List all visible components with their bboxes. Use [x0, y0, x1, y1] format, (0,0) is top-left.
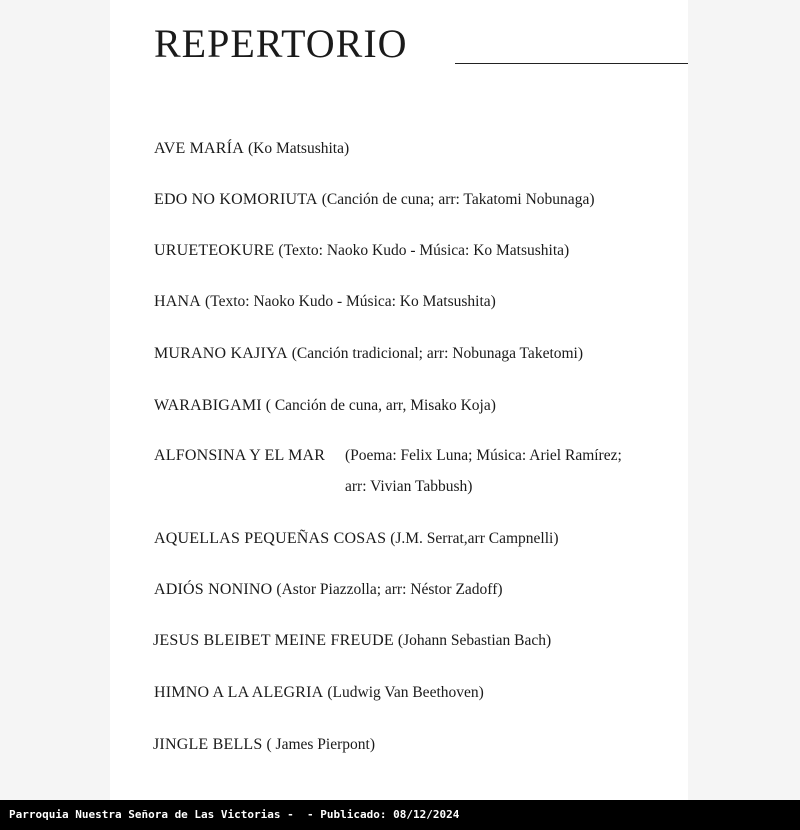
repertoire-item — [154, 292, 496, 312]
piece-title: AQUELLAS PEQUEÑAS COSAS — [154, 530, 387, 547]
repertoire-item — [154, 446, 622, 508]
piece-credit: (Texto: Naoko Kudo - Música: Ko Matsushita) — [205, 293, 496, 310]
piece-credit: (Canción de cuna; arr: Takatomi Nobunaga) — [321, 191, 595, 208]
document-page — [110, 0, 688, 800]
piece-title: MURANO KAJIYA — [154, 345, 288, 362]
repertoire-item — [153, 631, 551, 651]
piece-credit: ( James Pierpont) — [266, 736, 375, 753]
piece-credit: (Ko Matsushita) — [247, 140, 350, 157]
piece-credit-line: arr: Vivian Tabbush) — [345, 478, 473, 495]
footer-bar: Parroquia Nuestra Señora de Las Victorias - - Publicado: 08/12/2024 — [0, 800, 800, 830]
piece-title: ADIÓS NONINO — [154, 581, 273, 598]
title-underline — [455, 63, 688, 64]
repertoire-item — [154, 683, 484, 703]
repertoire-item — [153, 735, 375, 755]
repertoire-item — [154, 396, 496, 416]
piece-credit: (J.M. Serrat,arr Campnelli) — [390, 530, 559, 547]
repertoire-item — [154, 190, 594, 210]
piece-title: JINGLE BELLS — [153, 736, 263, 753]
page-title: REPERTORIO — [154, 21, 408, 66]
repertoire-item — [154, 241, 569, 261]
repertoire-item — [154, 344, 583, 364]
piece-credit-line: (Poema: Felix Luna; Música: Ariel Ramírez; — [345, 447, 622, 464]
piece-title: AVE MARÍA — [154, 140, 244, 157]
piece-credit: (Johann Sebastian Bach) — [397, 632, 552, 649]
piece-credit — [345, 446, 622, 497]
page-margin-left — [0, 0, 110, 800]
piece-title: JESUS BLEIBET MEINE FREUDE — [153, 632, 394, 649]
piece-title: EDO NO KOMORIUTA — [154, 191, 318, 208]
piece-title: WARABIGAMI — [154, 397, 262, 414]
piece-credit: (Astor Piazzolla; arr: Néstor Zadoff) — [276, 581, 503, 598]
repertoire-item — [154, 529, 559, 549]
piece-credit: (Canción tradicional; arr: Nobunaga Taketomi) — [291, 345, 584, 362]
piece-credit: (Ludwig Van Beethoven) — [327, 684, 484, 701]
piece-title: HANA — [154, 293, 202, 310]
repertoire-item — [154, 580, 503, 600]
piece-credit: ( Canción de cuna, arr, Misako Koja) — [265, 397, 496, 414]
piece-title: HIMNO A LA ALEGRIA — [154, 684, 324, 701]
piece-title: ALFONSINA Y EL MAR — [154, 447, 326, 464]
piece-title: URUETEOKURE — [154, 242, 275, 259]
page-margin-right — [688, 0, 800, 800]
repertoire-item — [154, 139, 349, 159]
piece-credit: (Texto: Naoko Kudo - Música: Ko Matsushita) — [278, 242, 570, 259]
